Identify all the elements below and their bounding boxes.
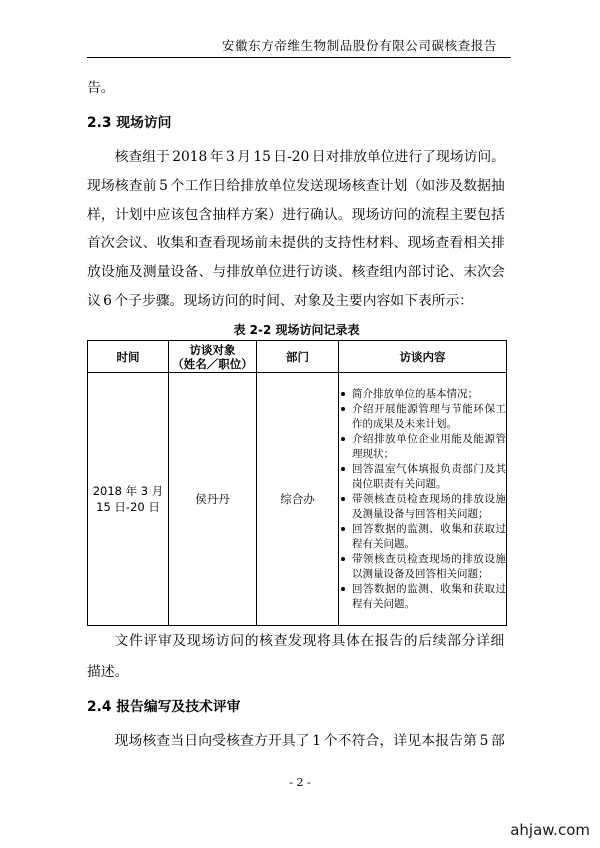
paragraph-line-text: 现场核查当日向受核查方开具了 1 个不符合，详见本报告第 5 部 [114,733,505,749]
page-number: - 2 - [289,776,311,789]
list-item: 介绍开展能源管理与节能环保工作的成果及未来计划。 [339,402,506,432]
paragraph-line-text: 描述。 [87,664,129,680]
cell-time-line: 15 日-20 日 [96,500,160,514]
paragraph-line [87,727,506,756]
section-heading-2-3: 2.3 现场访问 [87,115,172,131]
header-interviewee-line: （姓名／职位） [172,356,253,371]
visit-record-table-grid [87,340,507,626]
cell-department: 综合办 [257,373,339,626]
header-content: 访谈内容 [339,341,507,373]
list-item: 带领核查员检查现场的排放设施以测量设备及回答相关问题； [339,552,506,582]
report-header-title: 安徽东方帝维生物制品股份有限公司碳核查报告 [221,38,497,53]
header-interviewee-line: 访谈对象 [189,342,236,357]
cell-time [88,373,169,626]
paragraph-line [87,258,506,287]
interview-content-list [339,387,506,612]
header-interviewee [169,341,257,373]
list-item: 回答数据的监测、收集和获取过程有关问题。 [339,522,506,552]
section-2-4-paragraph [87,727,506,756]
paragraph-line [87,172,506,201]
paragraph-line-text: 文件评审及现场访问的核查发现将具体在报告的后续部分详细 [114,633,505,649]
watermark: ahjaw.com [510,821,590,839]
paragraph-line [87,657,506,688]
paragraph-line [87,626,506,657]
visit-record-table [87,340,507,627]
table-row [88,373,507,626]
header-rule [87,57,511,58]
cell-interviewee: 侯丹丹 [169,373,257,626]
paragraph-line-text: 样，计划中应该包含抽样方案）进行确认。现场访问的流程主要包括 [87,206,505,223]
paragraph-line [87,287,506,316]
paragraph-line [87,229,506,258]
table-header-row [88,341,507,373]
list-item: 介绍排放单位企业用能及能源管理现状； [339,432,506,462]
list-item: 简介排放单位的基本情况； [339,387,506,402]
paragraph-line-text: 放设施及测量设备、与排放单位进行访谈、核查组内部讨论、末次会 [87,264,505,281]
paragraph-line-text: 现场核查前 5 个工作日给排放单位发送现场核查计划（如涉及数据抽 [87,177,505,194]
cell-content [339,373,507,626]
paragraph-line [87,201,506,230]
list-item: 回答温室气体填报负责部门及其岗位职责有关问题。 [339,462,506,492]
paragraph-line-text: 议 6 个子步骤。现场访问的时间、对象及主要内容如下表所示： [87,292,474,309]
cell-time-line: 2018 年 3 月 [92,484,164,498]
paragraph-line-text: 首次会议、收集和查看现场前未提供的支持性材料、现场查看相关排 [87,235,505,252]
continuation-text: 告。 [87,80,115,96]
after-table-paragraph [87,626,506,688]
paragraph-line [87,143,506,172]
section-heading-2-4: 2.4 报告编写及技术评审 [87,699,241,715]
paragraph-line-text: 核查组于 2018 年 3 月 15 日-20 日对排放单位进行了现场访问。 [114,149,505,165]
header-time: 时间 [88,341,169,373]
list-item: 带领核查员检查现场的排放设施及测量设备与回答相关问题； [339,492,506,522]
table-caption: 表 2-2 现场访问记录表 [233,323,360,337]
header-department: 部门 [257,341,339,373]
section-2-3-paragraph [87,143,506,316]
list-item: 回答数据的监测、收集和获取过程有关问题。 [339,582,506,612]
